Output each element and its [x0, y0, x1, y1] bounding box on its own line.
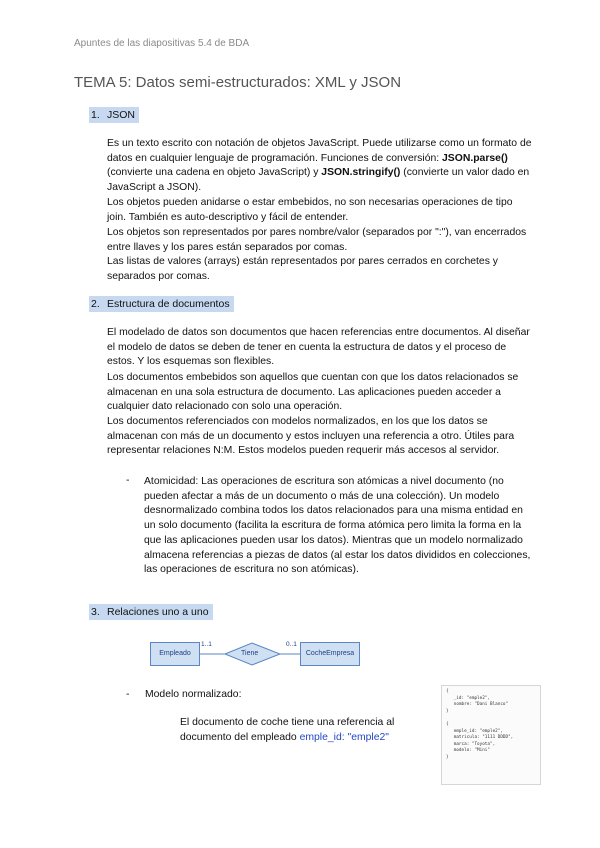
relationship-label: Tiene — [241, 650, 259, 657]
text-span: (convierte una cadena en objeto JavaScript) y — [107, 167, 322, 179]
bullet-dash: - — [126, 689, 130, 700]
section-number: 1. — [91, 109, 100, 121]
reference-highlight: emple_id: "emple2" — [299, 731, 389, 743]
code-line: matricula: "1111 DDDD", — [446, 735, 514, 741]
section-title: JSON — [107, 109, 136, 121]
section-heading-relaciones — [89, 604, 213, 620]
er-diagram — [150, 638, 355, 670]
section-heading-json — [89, 107, 139, 123]
code-line: } — [446, 708, 449, 714]
cardinality-left: 1..1 — [201, 641, 212, 648]
paragraph: El modelado de datos son documentos que hacen referencias entre documentos. Al diseñar el modelo de datos se deben de tener en cuenta la estructura de datos y el proceso de estos. Y los esquemas son flexibles. — [107, 327, 530, 368]
bullet-dash: - — [126, 475, 130, 486]
paragraph — [107, 137, 532, 196]
model-description — [180, 716, 405, 745]
code-line: nombre: "Dani Blanco" — [446, 702, 509, 708]
cardinality-right: 0..1 — [286, 641, 297, 648]
entity-empleado: Empleado — [150, 642, 200, 666]
document-title: TEMA 5: Datos semi-estructurados: XML y JSON — [74, 74, 402, 91]
model-label: Modelo normalizado: — [145, 689, 242, 700]
code-term: JSON.stringify() — [321, 167, 401, 179]
entity-coche-empresa: CocheEmpresa — [300, 642, 360, 666]
paragraph: Las listas de valores (arrays) están representados por pares cerrados en corchetes y separados por comas. — [107, 256, 498, 282]
text-span: (convierte un valor dado en JavaScript a JSON). — [107, 167, 530, 194]
code-line: modelo: "Mini" — [446, 748, 490, 754]
bullet-atomicidad: Atomicidad: Las operaciones de escritura son atómicas a nivel documento (no pueden afectar a más de un documento o más de una colección). Un modelo desnormalizado combina todos los datos relacionados para una misma entidad en un solo documento (facilita la escritura de forma atómica pero limita la forma en la que las aplicaciones pueden usar los datos). Mientras que un modelo normalizado almacena referencias a piezas de datos (al estar los datos divididos en colecciones, las operaciones de escritura no son atómicas). — [144, 476, 531, 576]
code-line: marca: "Toyota", — [446, 741, 496, 747]
paragraph: Los objetos pueden anidarse o estar embebidos, no son necesarias operaciones de tipo join. También es auto-descriptivo y fácil de entender. — [107, 197, 513, 223]
paragraph: Los objetos son representados por pares nombre/valor (separados por ":"), van encerrados entre llaves y los pares están separados por comas. — [107, 227, 527, 253]
code-line: } — [446, 754, 449, 760]
paragraph: Los documentos referenciados con modelos normalizados, en los que los datos se almacenan con más de un documento y estos incluyen una referencia a otro. Útiles para representar relaciones N:M. Estos modelos pueden requerir más accesos al servidor. — [107, 416, 515, 457]
code-line: { — [446, 689, 449, 694]
section-heading-estructura — [89, 296, 234, 312]
code-line: { — [446, 721, 449, 727]
code-line — [446, 715, 536, 722]
section-title: Estructura de documentos — [107, 298, 230, 310]
paragraph: Los documentos embebidos son aquellos que cuentan con que los datos relacionados se almacenan en una sola estructura de documento. Las aplicaciones pueden acceder a cualquier dato relacionado con solo una operación. — [107, 372, 519, 413]
page-header: Apuntes de las diapositivas 5.4 de BDA — [74, 38, 250, 49]
code-line: emple_id: "emple2", — [446, 728, 503, 734]
json-code-snippet — [441, 685, 541, 785]
text-span: El documento de coche tiene una referencia al documento del empleado — [180, 717, 395, 743]
code-term: JSON.parse() — [442, 152, 508, 164]
text-span: Es un texto escrito con notación de objetos JavaScript. Puede utilizarse como un formato de datos en cualquier lenguaje de programación. Funciones de conversión: — [107, 138, 532, 164]
section-number: 3. — [91, 606, 100, 618]
code-line: _id: "emple2", — [446, 695, 490, 701]
section-number: 2. — [91, 298, 100, 310]
section-title: Relaciones uno a uno — [107, 606, 209, 618]
